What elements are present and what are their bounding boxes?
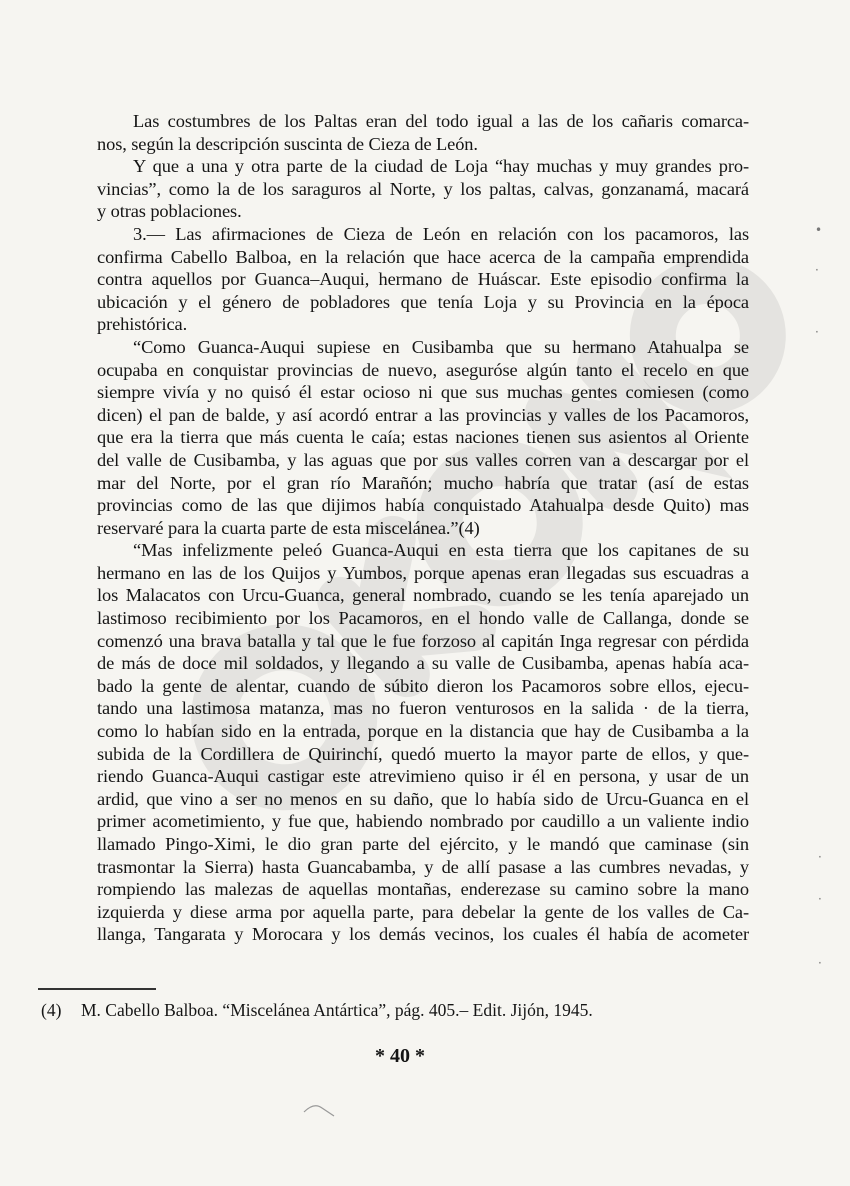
text-line: reservaré para la cuarta parte de esta miscelánea.”(4) [97,517,480,538]
text-line: comenzó una brava batalla y tal que le fue forzoso al capitán Inga regresar con pérdida [97,630,749,651]
text-line: ocupaba en conquistar provincias de nuevo, aseguróse algún tanto el recelo en que [97,359,749,380]
text-line: tando una lastimosa matanza, mas no fueron venturosos en la salida · de la tierra, [97,698,749,719]
text-line: provincias como de las que dijimos había conquistado Atahualpa desde Quito) mas [97,495,749,516]
text-line: llanga, Tangarata y Morocara y los demás vecinos, los cuales él había de acometer [97,924,749,945]
text-line: mar del Norte, por el gran río Marañón; mucho habría que tratar (así de estas [97,472,749,493]
text-line: “Mas infelizmente peleó Guanca-Auqui en esta tierra que los capitanes de su [133,540,749,561]
text-line: vincias”, como la de los saraguros al Norte, y los paltas, calvas, gonzanamá, macará [97,178,749,199]
scan-speck: · [815,325,819,339]
paragraph-5 [97,539,749,946]
scan-speck: · [818,850,822,864]
footnote-number: (4) [41,1000,62,1020]
text-line: los Malacatos con Urcu-Guanca, general nombrado, cuando se les tenía aparejado un [97,585,749,606]
text-line: ardid, que vino a ser no menos en su daño, que lo había sido de Urcu-Guanca en el [97,788,749,809]
text-line: Y que a una y otra parte de la ciudad de Loja “hay muchas y muy grandes pro- [133,156,749,177]
footnote-text: M. Cabello Balboa. “Miscelánea Antártica”, pág. 405.– Edit. Jijón, 1945. [81,1000,593,1020]
footnote-divider [38,988,156,990]
text-line: rompiendo las malezas de aquellas montañas, enderezase su camino sobre la mano [97,879,749,900]
page-number: * 40 * [375,1045,425,1067]
body-text [97,110,749,946]
scan-speck: · [818,892,822,906]
scan-speck: · [818,956,822,970]
paragraph-2 [97,155,749,223]
text-line: que era la tierra que más cuenta le caía; estas naciones tienen sus asientos al Oriente [97,427,749,448]
text-line: como lo habían sido en la entrada, porque en la distancia que hay de Cusibamba a la [97,721,749,742]
text-line: del valle de Cusibamba, y las aguas que por sus valles corren van a descargar por el [97,449,749,470]
text-line: siempre vivía y no quisó él estar ocioso ni que sus muchas gentes comiesen (como [97,382,749,403]
text-line: dicen) el pan de balde, y así acordó entrar a las provincias y valles de los Pacamoros, [97,404,749,425]
scan-mark [300,1100,340,1124]
paragraph-1 [97,110,749,155]
text-line: contra aquellos por Guanca–Auqui, hermano de Huáscar. Este episodio confirma la [97,269,749,290]
text-line: subida de la Cordillera de Quirinchí, quedó muerto la mayor parte de ellos, y que- [97,743,749,764]
text-line: riendo Guanca-Auqui castigar este atrevimieno quiso ir él en persona, y usar de un [97,766,749,787]
text-line: nos, según la descripción suscinta de Cieza de León. [97,133,478,154]
text-line: Las costumbres de los Paltas eran del todo igual a las de los cañaris comarca- [133,111,749,131]
text-line: y otras poblaciones. [97,201,242,222]
paragraph-3 [97,223,749,336]
scan-speck: • [815,223,823,237]
text-line: 3.— Las afirmaciones de Cieza de León en relación con los pacamoros, las [133,223,749,244]
text-line: hermano en las de los Quijos y Yumbos, porque apenas eran llegadas sus escuadras a [97,562,749,583]
scan-speck: · [815,263,819,277]
text-line: llamado Pingo-Ximi, le dio gran parte del ejército, y le mandó que caminase (sin [97,834,749,854]
text-line: primer acometimiento, y fue que, habiendo nombrado por caudillo a un valiente indio [97,811,749,832]
text-line: izquierda y diese arma por aquella parte, para debelar la gente de los valles de Ca- [97,901,749,922]
text-line: trasmontar la Sierra) hasta Guancabamba, y de allí pasase a las cumbres nevadas, y [97,856,749,877]
text-line: confirma Cabello Balboa, en la relación que hace acerca de la campaña emprendida [97,246,749,267]
footnote [41,999,741,1021]
text-line: lastimoso recibimiento por los Pacamoros, en el hondo valle de Callanga, donde se [97,608,749,629]
text-line: bado la gente de alentar, cuando de súbito dieron los Pacamoros sobre ellos, ejecu- [97,675,749,696]
text-line: de más de doce mil soldados, y llegando a su valle de Cusibamba, apenas había aca- [97,653,749,674]
text-line: prehistórica. [97,314,188,335]
text-line: “Como Guanca-Auqui supiese en Cusibamba que su hermano Atahualpa se [133,336,749,357]
text-line: ubicación y el género de pobladores que tenía Loja y su Provincia en la época [97,291,749,312]
paragraph-4 [97,336,749,539]
